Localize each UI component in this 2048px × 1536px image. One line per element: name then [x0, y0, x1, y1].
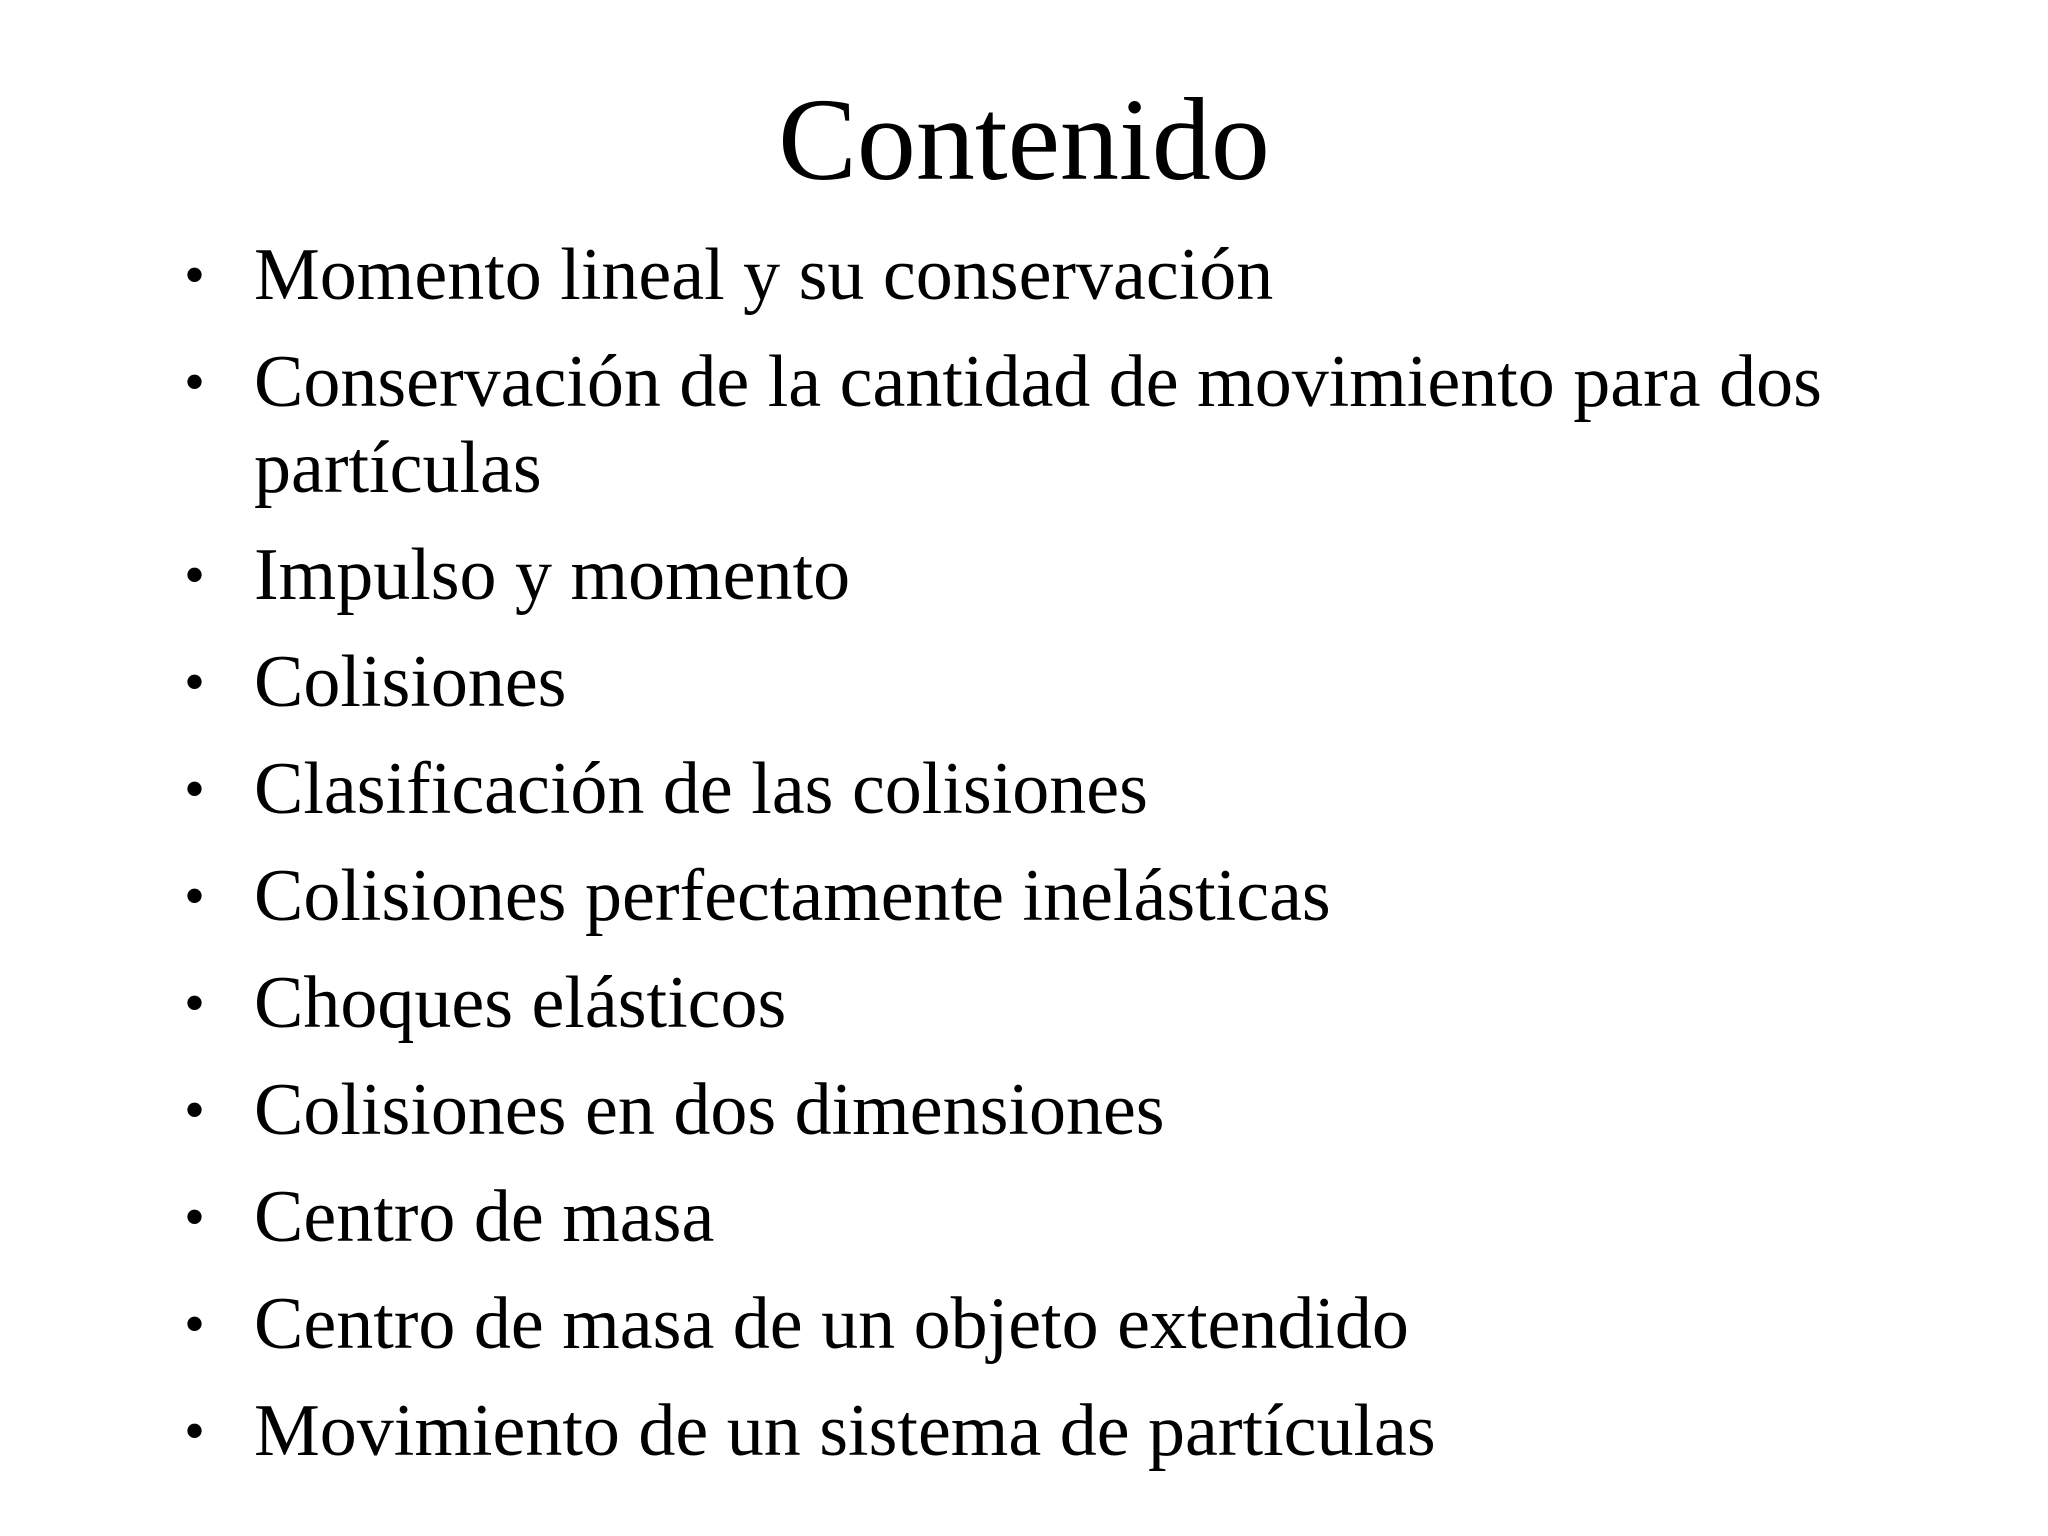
list-item	[170, 853, 1990, 939]
list-item	[170, 1174, 1990, 1260]
bullet-icon: •	[184, 1077, 206, 1143]
bullet-icon: •	[184, 970, 206, 1036]
bullet-icon: •	[184, 349, 206, 415]
list-item	[170, 746, 1990, 832]
list-item-text: Impulso y momento	[254, 534, 851, 616]
bullet-icon: •	[184, 1291, 206, 1357]
list-item-text: Movimiento de un sistema de partículas	[254, 1390, 1436, 1472]
list-item	[170, 639, 1990, 725]
list-item	[170, 232, 1990, 318]
list-item	[170, 1281, 1990, 1367]
list-item	[170, 1388, 1990, 1474]
list-item-text: Conservación de la cantidad de movimiento para dos partículas	[254, 341, 1822, 509]
list-item-text: Clasificación de las colisiones	[254, 748, 1148, 830]
bullet-icon: •	[184, 863, 206, 929]
list-item-text: Centro de masa de un objeto extendido	[254, 1283, 1409, 1365]
list-item-text: Colisiones perfectamente inelásticas	[254, 855, 1331, 937]
slide-title: Contenido	[778, 74, 1270, 205]
bullet-icon: •	[184, 1184, 206, 1250]
list-item	[170, 960, 1990, 1046]
list-item-text: Colisiones	[254, 641, 567, 723]
list-item	[170, 1067, 1990, 1153]
bullet-icon: •	[184, 542, 206, 608]
list-item-text: Centro de masa	[254, 1176, 715, 1258]
list-item-text: Momento lineal y su conservación	[254, 234, 1274, 316]
list-item	[170, 339, 1990, 511]
bullet-icon: •	[184, 649, 206, 715]
bullet-icon: •	[184, 1398, 206, 1464]
list-item-text: Choques elásticos	[254, 962, 787, 1044]
list-item-text: Colisiones en dos dimensiones	[254, 1069, 1165, 1151]
content-list	[170, 232, 1990, 1495]
bullet-icon: •	[184, 242, 206, 308]
list-item	[170, 532, 1990, 618]
bullet-icon: •	[184, 756, 206, 822]
